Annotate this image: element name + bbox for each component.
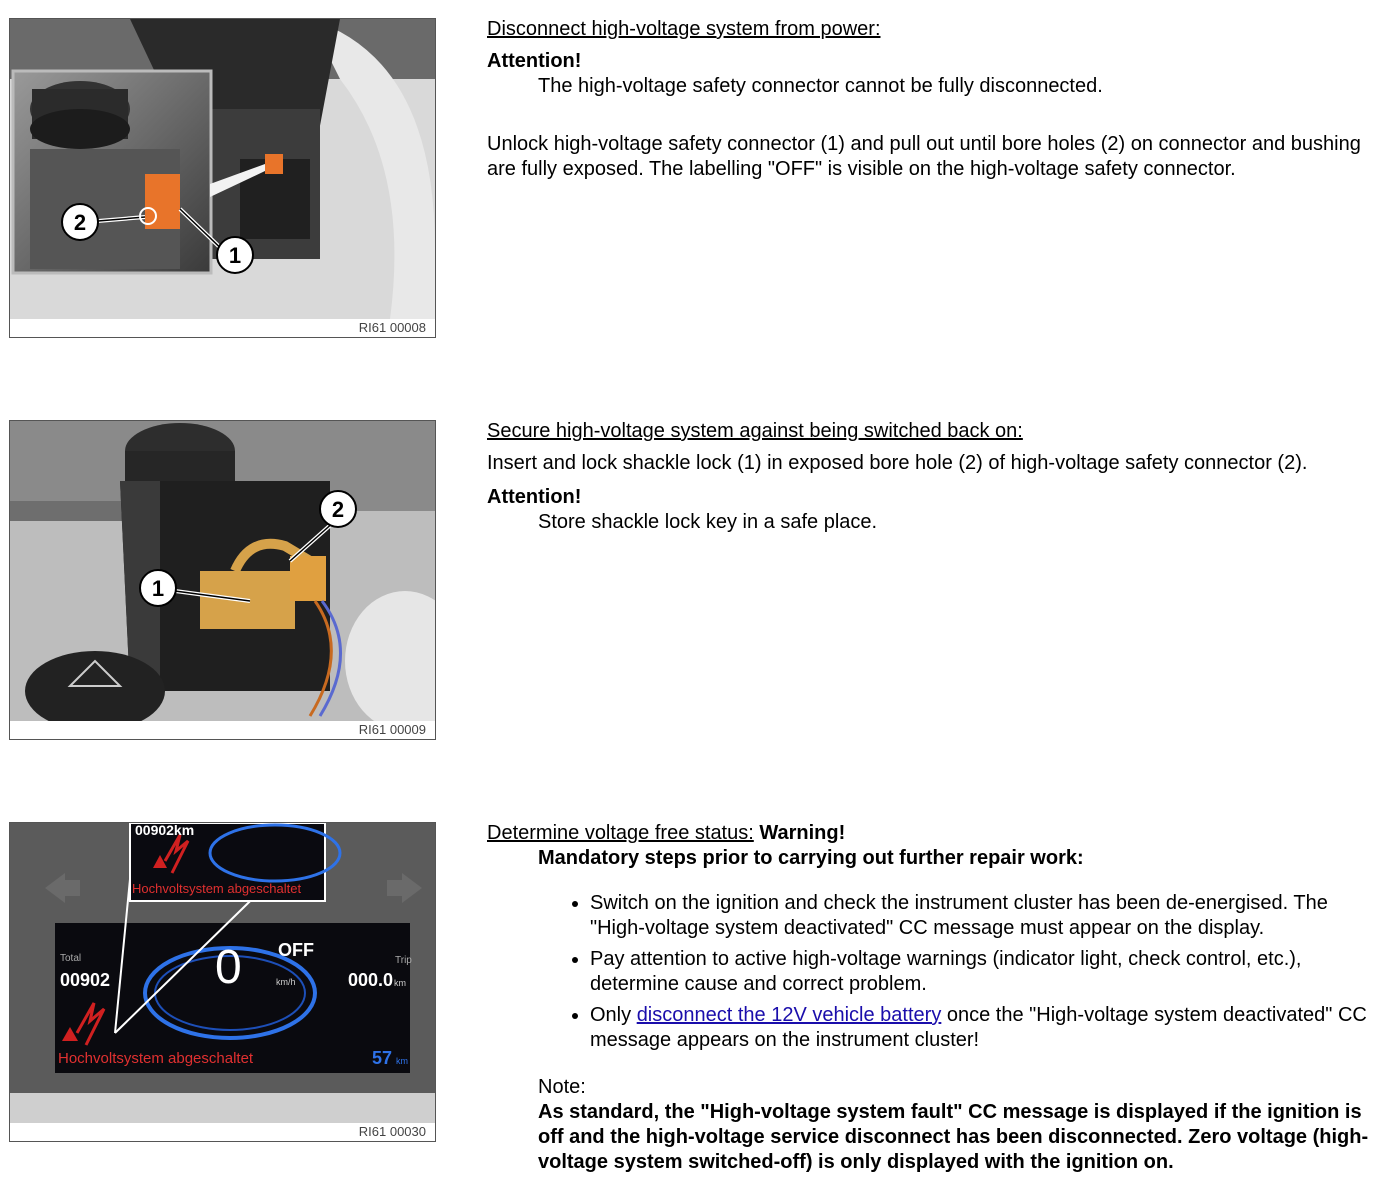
attention-label: Attention! xyxy=(487,50,582,72)
figure-code: RI61 00009 xyxy=(358,722,426,737)
section-1-text xyxy=(487,17,1377,182)
attention-text: The high-voltage safety connector cannot be fully disconnected. xyxy=(538,75,1103,97)
svg-text:2: 2 xyxy=(73,210,87,235)
svg-text:1: 1 xyxy=(151,576,165,601)
section-heading: Disconnect high-voltage system from power: xyxy=(487,18,881,40)
figure-2 xyxy=(9,420,436,740)
instruction-text: Unlock high-voltage safety connector (1) and pull out until bore holes (2) on connector and bushing are fully exposed. The labelling "OFF" is visible on the high-voltage safety connector. xyxy=(487,133,1361,180)
trip-value: 000.0 xyxy=(348,970,394,990)
list-item: • Switch on the ignition and check the instrument cluster has been de-energised. The "High-voltage system deactivated" CC message must appear on the display. xyxy=(590,891,1377,941)
engine-bay-illustration xyxy=(10,19,435,319)
disconnect-battery-link[interactable]: disconnect the 12V vehicle battery xyxy=(636,1004,942,1026)
callout-1 xyxy=(140,570,176,606)
figure-code: RI61 00030 xyxy=(358,1124,426,1139)
section-heading: Secure high-voltage system against being switched back on: xyxy=(487,420,1023,442)
total-value: 00902 xyxy=(60,970,111,990)
range-unit: km xyxy=(396,1056,408,1066)
zoom-message: Hochvoltsystem abgeschaltet xyxy=(132,881,302,896)
steps-list xyxy=(538,891,1377,1053)
trip-label: Trip xyxy=(395,955,412,966)
zoom-odometer: 00902km xyxy=(135,823,195,838)
section-3-text xyxy=(487,821,1377,1175)
note-label: Note: xyxy=(538,1076,586,1098)
off-label: OFF xyxy=(278,940,314,960)
callout-2 xyxy=(62,204,98,240)
figure-1 xyxy=(9,18,436,338)
trip-unit: km xyxy=(394,978,406,988)
svg-text:2: 2 xyxy=(331,497,345,522)
list-item: • Pay attention to active high-voltage warnings (indicator light, check control, etc.), determine cause and correct problem. xyxy=(590,947,1377,997)
section-heading: Determine voltage free status: xyxy=(487,822,754,844)
figure-code: RI61 00008 xyxy=(358,320,426,335)
attention-label: Attention! xyxy=(487,486,582,508)
figure-3 xyxy=(9,822,436,1142)
range-value: 57 xyxy=(372,1048,393,1068)
instruction-text: Insert and lock shackle lock (1) in exposed bore hole (2) of high-voltage safety connector (2). xyxy=(487,452,1308,474)
attention-text: Store shackle lock key in a safe place. xyxy=(538,511,878,533)
instrument-cluster-illustration xyxy=(10,823,435,1123)
callout-1 xyxy=(217,237,253,273)
callout-2 xyxy=(320,491,356,527)
cluster-message: Hochvoltsystem abgeschaltet xyxy=(58,1050,254,1067)
total-label: Total xyxy=(60,953,82,964)
shackle-lock-illustration xyxy=(10,421,435,721)
speed-unit: km/h xyxy=(276,977,296,987)
warning-label: Warning! xyxy=(759,822,846,844)
list-item: • Only disconnect the 12V vehicle battery once the "High-voltage system deactivated" CC message appears on the instrument cluster! xyxy=(590,1003,1377,1053)
svg-text:1: 1 xyxy=(228,243,242,268)
note-body: As standard, the "High-voltage system fault" CC message is displayed if the ignition is off and the high-voltage service disconnect has been disconnected. Zero voltage (high-voltage system switched-off) is only displayed with the ignition on. xyxy=(538,1101,1369,1173)
mandatory-text: Mandatory steps prior to carrying out further repair work: xyxy=(538,847,1084,869)
speed-value: 0 xyxy=(215,941,242,994)
section-2-text xyxy=(487,419,1377,535)
